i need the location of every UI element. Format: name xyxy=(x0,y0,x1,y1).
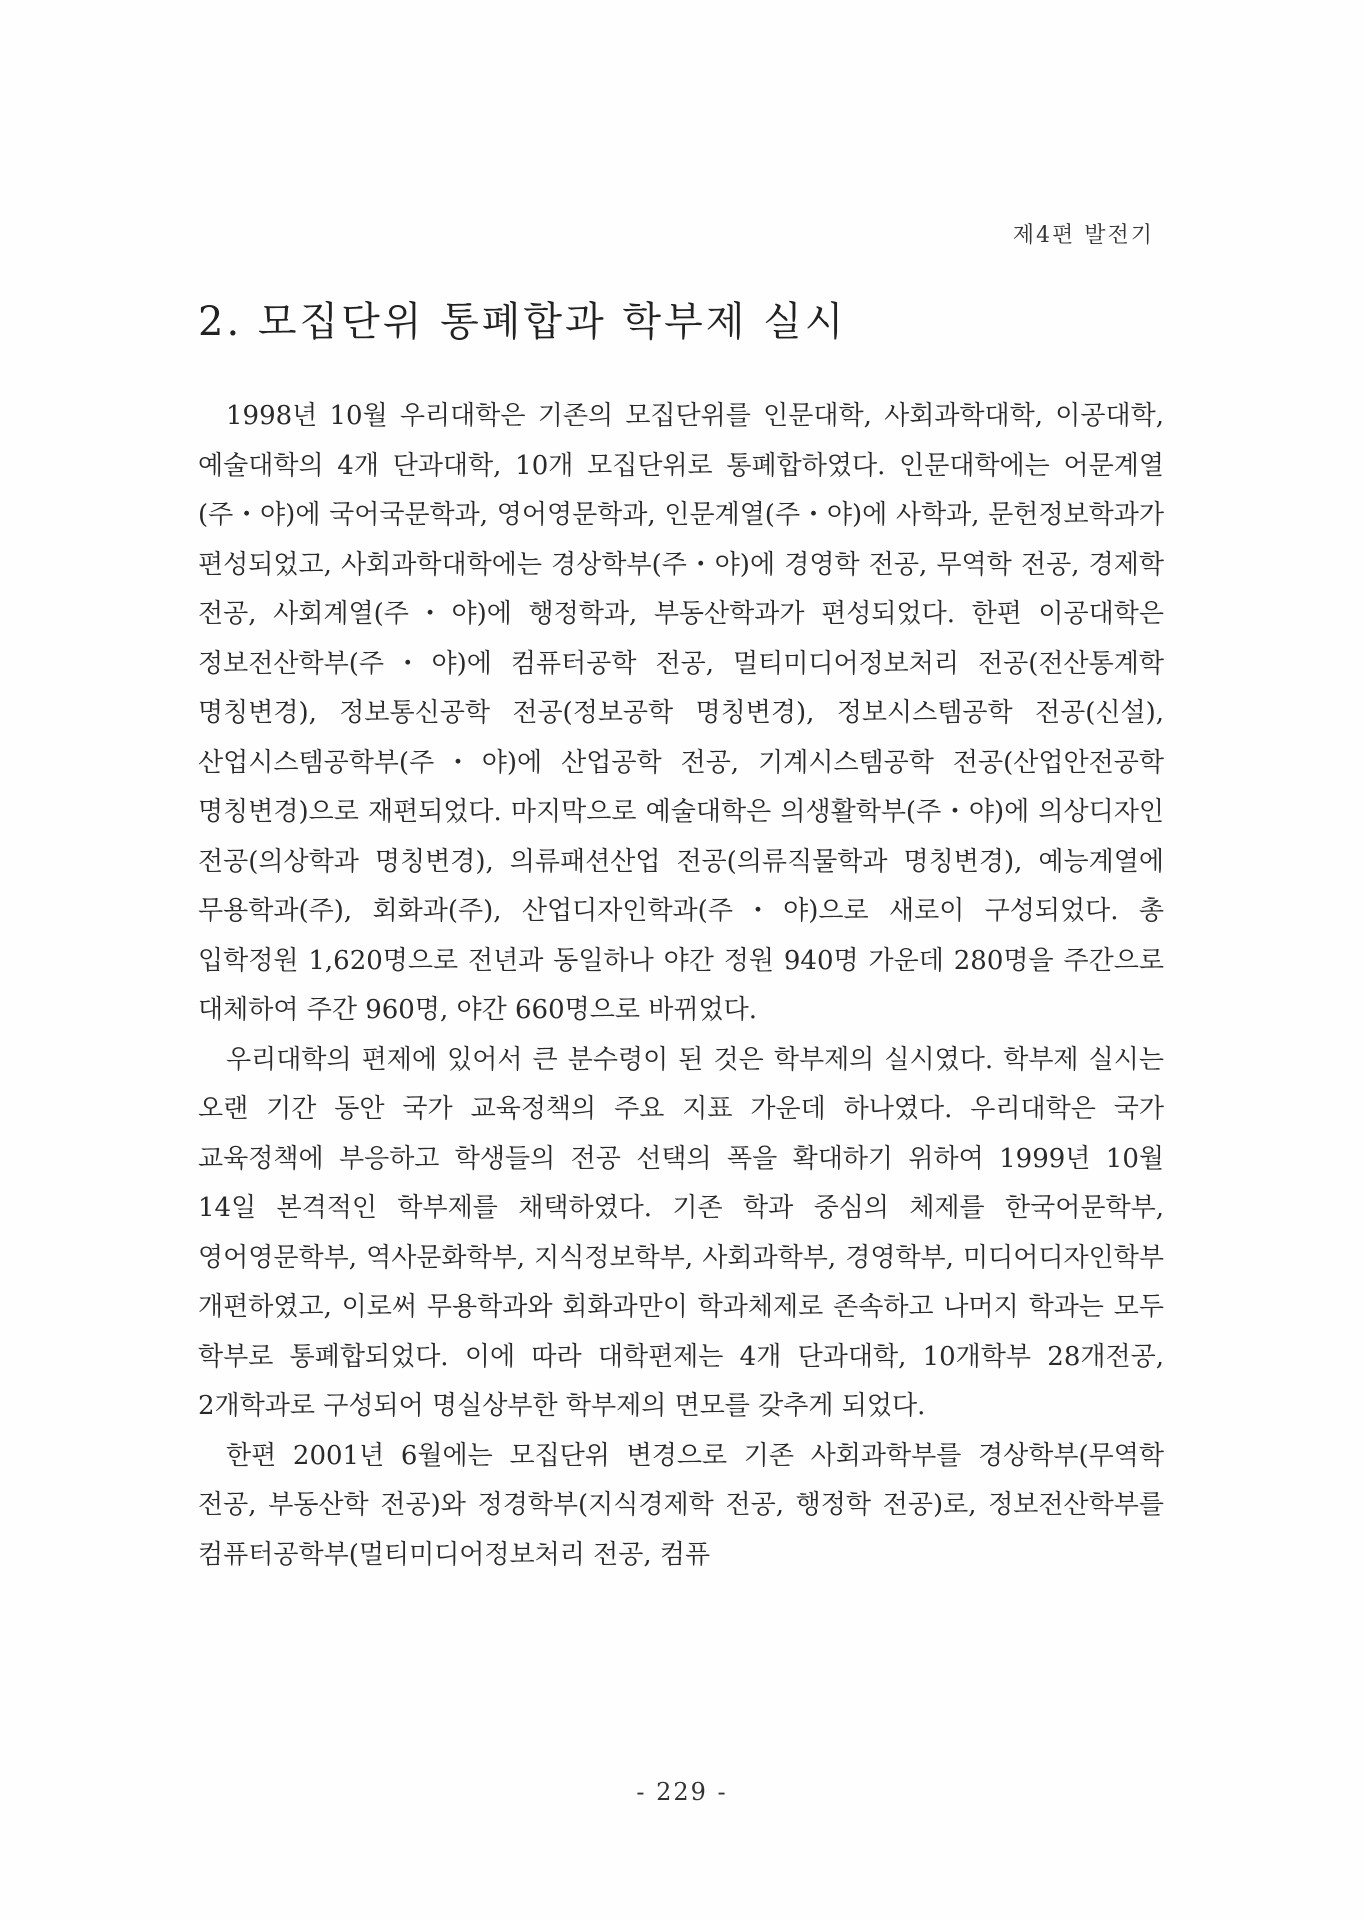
body-text xyxy=(198,392,1164,1580)
paragraph: 1998년 10월 우리대학은 기존의 모집단위를 인문대학, 사회과학대학, 이공대학, 예술대학의 4개 단과대학, 10개 모집단위로 통폐합하였다. 인문대학에는 어문계열(주・야)에 국어국문학과, 영어영문학과, 인문계열(주・야)에 사학과, 문헌정보학과가 편성되었고, 사회과학대학에는 경상학부(주・야)에 경영학 전공, 무역학 전공, 경제학 전공, 사회계열(주・야)에 행정학과, 부동산학과가 편성되었다. 한편 이공대학은 정보전산학부(주・야)에 컴퓨터공학 전공, 멀티미디어정보처리 전공(전산통계학 명칭변경), 정보통신공학 전공(정보공학 명칭변경), 정보시스템공학 전공(신설), 산업시스템공학부(주・야)에 산업공학 전공, 기계시스템공학 전공(산업안전공학 명칭변경)으로 재편되었다. 마지막으로 예술대학은 의생활학부(주・야)에 의상디자인 전공(의상학과 명칭변경), 의류패션산업 전공(의류직물학과 명칭변경), 예능계열에 무용학과(주), 회화과(주), 산업디자인학과(주・야)으로 새로이 구성되었다. 총 입학정원 1,620명으로 전년과 동일하나 야간 정원 940명 가운데 280명을 주간으로 대체하여 주간 960명, 야간 660명으로 바뀌었다. xyxy=(198,401,1164,1025)
paragraph: 한편 2001년 6월에는 모집단위 변경으로 기존 사회과학부를 경상학부(무역학 전공, 부동산학 전공)와 정경학부(지식경제학 전공, 행정학 전공)로, 정보전산학부를 컴퓨터공학부(멀티미디어정보처리 전공, 컴퓨 xyxy=(198,1440,1164,1570)
page-number: - 229 - xyxy=(636,1778,728,1806)
section-title: 2. 모집단위 통폐합과 학부제 실시 xyxy=(198,299,847,345)
paragraph: 우리대학의 편제에 있어서 큰 분수령이 된 것은 학부제의 실시였다. 학부제 실시는 오랜 기간 동안 국가 교육정책의 주요 지표 가운데 하나였다. 우리대학은 국가 교육정책에 부응하고 학생들의 전공 선택의 폭을 확대하기 위하여 1999년 10월 14일 본격적인 학부제를 채택하였다. 기존 학과 중심의 체제를 한국어문학부, 영어영문학부, 역사문화학부, 지식정보학부, 사회과학부, 경영학부, 미디어디자인학부 개편하였고, 이로써 무용학과와 회화과만이 학과체제로 존속하고 나머지 학과는 모두 학부로 통폐합되었다. 이에 따라 대학편제는 4개 단과대학, 10개학부 28개전공, 2개학과로 구성되어 명실상부한 학부제의 면모를 갖추게 되었다. xyxy=(198,1044,1164,1421)
running-header: 제4편 발전기 xyxy=(1012,223,1154,248)
